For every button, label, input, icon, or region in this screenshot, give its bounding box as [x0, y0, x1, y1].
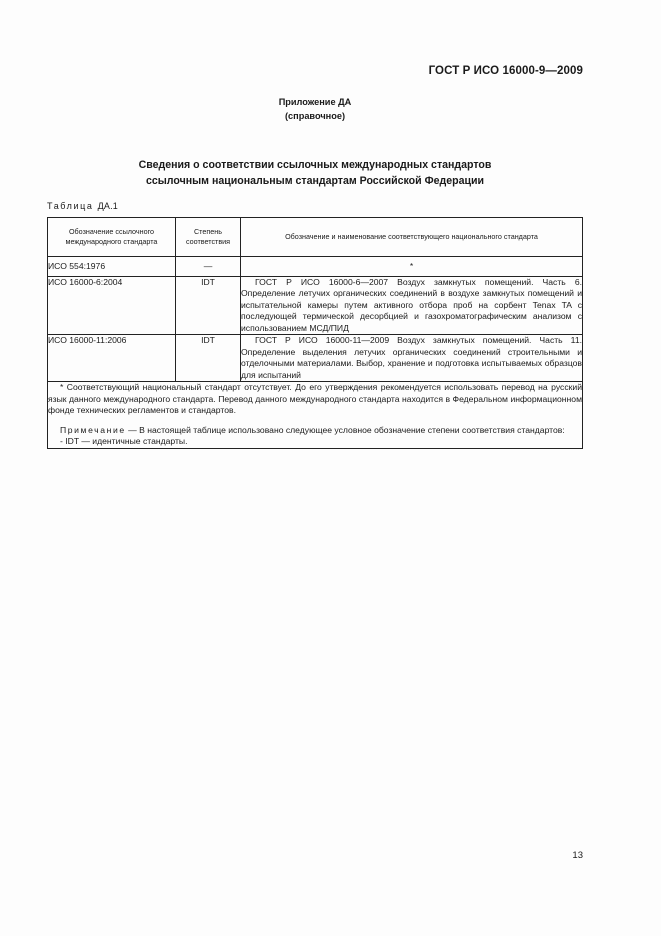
table-row [48, 335, 583, 382]
reference-table [47, 217, 583, 449]
national-standard [241, 335, 583, 382]
column-header-reference-line-1: Обозначение ссылочного [68, 227, 155, 236]
annex-title: Приложение ДА [278, 97, 352, 107]
heading-line-2: ссылочным национальным стандартам Российской Федерации [145, 175, 485, 187]
degree-of-correspondence: — [176, 257, 241, 277]
reference-code: ИСО 16000-11:2006 [48, 335, 176, 382]
national-standard-text: ГОСТ Р ИСО 16000-11—2009 Воздух замкнутых помещений. Часть 11. Определение выделения летучих органических соединений строительными и отделочными материалами. Выбор, хранение и подготовка испытываемых образцов для испытаний [241, 335, 582, 380]
degree-of-correspondence: IDT [176, 335, 241, 382]
table-label-number: ДА.1 [97, 201, 119, 211]
table-row [48, 257, 583, 277]
column-header-reference [48, 218, 176, 257]
column-header-national [241, 218, 583, 257]
table-header-row [48, 218, 583, 257]
column-header-degree-line-2: соответствия [185, 237, 231, 246]
annex-block [0, 95, 630, 123]
table-notes [48, 382, 583, 449]
page-number: 13 [572, 850, 583, 861]
table-footnote: * Соответствующий национальный стандарт отсутствует. До его утверждения рекомендуется использовать перевод на русский язык данного международного стандарта. Перевод данного международного стандарта находится в Федеральном информационном фонде технических регламентов и стандартов. [48, 382, 582, 415]
document-code: ГОСТ Р ИСО 16000-9—2009 [428, 65, 583, 77]
column-header-degree-line-1: Степень [193, 227, 222, 236]
national-standard: * [241, 257, 583, 277]
degree-of-correspondence: IDT [176, 276, 241, 335]
reference-code: ИСО 16000-6:2004 [48, 276, 176, 335]
annex-subtitle: (справочное) [284, 111, 345, 121]
table-note [48, 425, 582, 437]
column-header-degree [176, 218, 241, 257]
note-lead: Примечание [60, 424, 126, 435]
table-row [48, 276, 583, 335]
table-label-prefix: Таблица [47, 201, 94, 211]
table-label [47, 201, 118, 211]
heading-line-1: Сведения о соответствии ссылочных международных стандартов [138, 159, 492, 171]
column-header-national-line-1: Обозначение и наименование соответствующего национального стандарта [285, 232, 538, 241]
note-text: — В настоящей таблице использовано следующее условное обозначение степени соответствия стандартов: [128, 424, 565, 435]
table-notes-row [48, 382, 583, 449]
column-header-reference-line-2: международного стандарта [65, 237, 158, 246]
national-standard-text: ГОСТ Р ИСО 16000-6—2007 Воздух замкнутых помещений. Часть 6. Определение летучих органических соединений в воздухе замкнутых помещений и испытательной камеры путем активного отбора проб на сорбент Tenax TA с последующей термической десорбцией и газохроматографическим анализом с использованием МСД/ПИД [241, 276, 582, 333]
section-heading [0, 157, 630, 189]
note-item: - IDT — идентичные стандарты. [60, 436, 188, 446]
reference-code: ИСО 554:1976 [48, 257, 176, 277]
national-standard [241, 276, 583, 335]
